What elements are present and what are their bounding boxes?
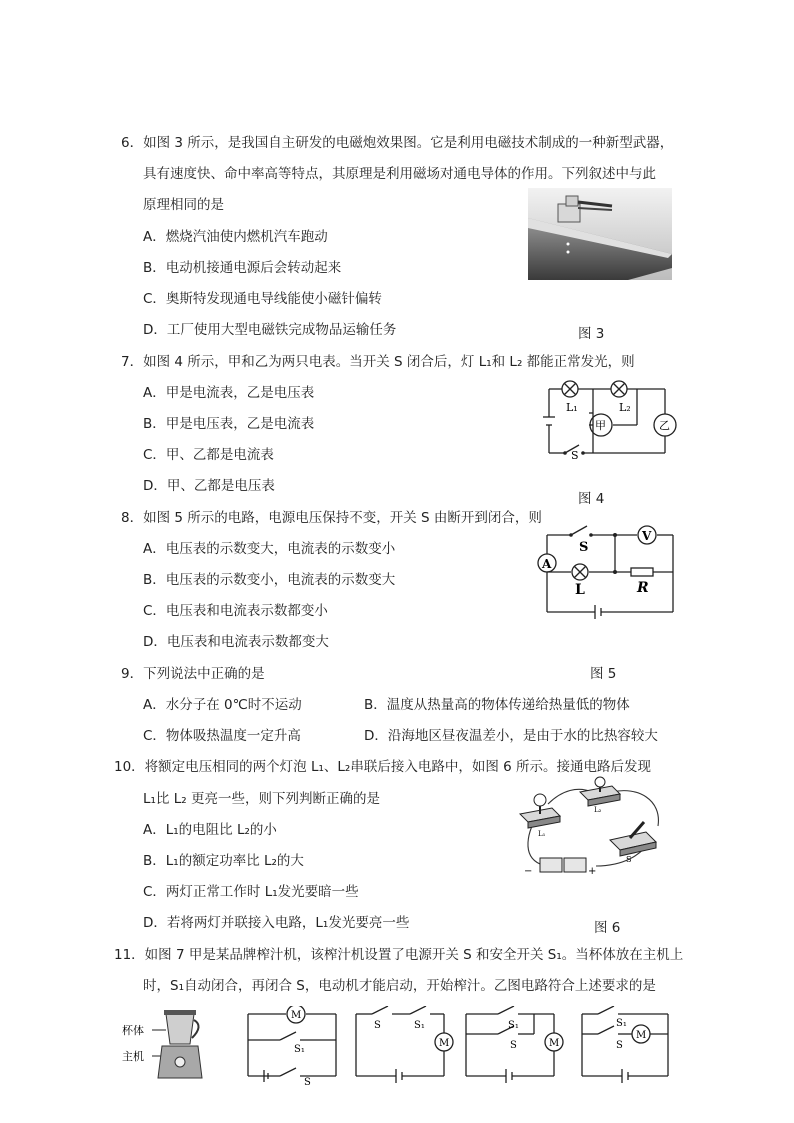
q9-stem-line1: 9．下列说法中正确的是	[121, 666, 265, 682]
circuit-b-motor: M	[439, 1038, 450, 1049]
q6-stem-line2: 具有速度快、命中率高等特点，其原理是利用磁场对通电导体的作用。下列叙述中与此	[143, 166, 656, 182]
figure-4-meter-jia: 甲	[595, 419, 606, 432]
q7-option-d: D．甲、乙都是电压表	[143, 478, 275, 494]
figure-6-caption: 图 6	[594, 920, 621, 936]
figure-5-voltmeter: V	[642, 529, 652, 543]
circuit-c-s: S	[510, 1040, 517, 1051]
q6-option-c: C．奥斯特发现通电导线能使小磁针偏转	[143, 291, 382, 307]
figure-5-ammeter: A	[542, 557, 552, 571]
juicer-label-cup: 杯体	[122, 1024, 144, 1037]
figure-5-caption: 图 5	[590, 666, 617, 682]
figure-3-railgun-image	[528, 188, 672, 280]
q11-stem-line2: 时，S₁自动闭合，再闭合 S，电动机才能启动，开始榨汁。乙图电路符合上述要求的是	[143, 978, 656, 994]
figure-4-label-s: S	[571, 449, 579, 462]
q11-stem-line1: 11．如图 7 甲是某品牌榨汁机，该榨汁机设置了电源开关 S 和安全开关 S₁。当杯体放在主机上	[114, 947, 684, 963]
circuit-c-motor: M	[549, 1038, 560, 1049]
circuit-d-s1: S₁	[616, 1018, 627, 1029]
q9-option-a: A．水分子在 0℃时不运动	[143, 697, 302, 713]
q6-stem-line1: 6．如图 3 所示，是我国自主研发的电磁炮效果图。它是利用电磁技术制成的一种新型武器，	[121, 135, 674, 151]
q10-stem-line1: 10．将额定电压相同的两个灯泡 L₁、L₂串联后接入电路中，如图 6 所示。接通电路后发现	[114, 759, 652, 775]
q10-option-c: C．两灯正常工作时 L₁发光要暗一些	[143, 884, 359, 900]
q10-option-a: A．L₁的电阻比 L₂的小	[143, 822, 277, 838]
circuit-a-s1: S₁	[294, 1044, 305, 1055]
figure-7-circuit-a	[244, 1006, 342, 1086]
circuit-d-motor: M	[636, 1030, 647, 1041]
figure-4-meter-yi: 乙	[659, 419, 670, 432]
figure-5-label-l: L	[575, 582, 585, 598]
q6-option-d: D．工厂使用大型电磁铁完成物品运输任务	[143, 322, 397, 338]
figure-4-label-l2: L₂	[619, 401, 631, 414]
figure-6-label-minus: −	[524, 866, 533, 877]
figure-4-caption: 图 4	[578, 491, 605, 507]
figure-5-circuit	[535, 520, 680, 620]
juicer-label-base: 主机	[122, 1050, 144, 1063]
q6-option-a: A．燃烧汽油使内燃机汽车跑动	[143, 229, 328, 245]
q9-option-d: D．沿海地区昼夜温差小，是由于水的比热容较大	[364, 728, 658, 744]
q8-option-d: D．电压表和电流表示数都变大	[143, 634, 329, 650]
q10-stem-line2: L₁比 L₂ 更亮一些，则下列判断正确的是	[143, 791, 380, 807]
figure-6-circuit-photo	[512, 776, 672, 880]
q8-option-a: A．电压表的示数变大，电流表的示数变小	[143, 541, 396, 557]
figure-7-circuit-d	[578, 1006, 676, 1086]
q10-option-d: D．若将两灯并联接入电路，L₁发光要亮一些	[143, 915, 410, 931]
q6-option-b: B．电动机接通电源后会转动起来	[143, 260, 342, 276]
q8-stem-line1: 8．如图 5 所示的电路，电源电压保持不变，开关 S 由断开到闭合，则	[121, 510, 542, 526]
circuit-b-s1: S₁	[414, 1020, 425, 1031]
figure-6-label-plus: +	[588, 866, 597, 877]
figure-5-label-r: R	[637, 580, 649, 596]
q8-option-c: C．电压表和电流表示数都变小	[143, 603, 328, 619]
circuit-c-s1: S₁	[508, 1020, 519, 1031]
figure-6-label-l1: L₁	[538, 830, 546, 838]
q7-stem-line1: 7．如图 4 所示，甲和乙为两只电表。当开关 S 闭合后，灯 L₁和 L₂ 都能正常发光，则	[121, 354, 635, 370]
circuit-b-s: S	[374, 1020, 381, 1031]
figure-6-label-l2: L₂	[594, 806, 602, 814]
q9-option-c: C．物体吸热温度一定升高	[143, 728, 301, 744]
figure-4-label-l1: L₁	[566, 401, 578, 414]
q8-option-b: B．电压表的示数变小，电流表的示数变大	[143, 572, 396, 588]
q7-option-a: A．甲是电流表，乙是电压表	[143, 385, 315, 401]
q9-option-b: B．温度从热量高的物体传递给热量低的物体	[364, 697, 630, 713]
figure-7-circuit-c	[462, 1006, 566, 1086]
q6-stem-line3: 原理相同的是	[143, 197, 224, 213]
figure-7-juicer-image	[118, 1008, 214, 1080]
figure-3-caption: 图 3	[578, 326, 605, 342]
figure-5-label-s: S	[579, 540, 589, 555]
circuit-a-s: S	[304, 1077, 311, 1086]
figure-6-label-s: S	[626, 855, 632, 864]
figure-4-circuit	[535, 377, 685, 462]
circuit-d-s: S	[616, 1040, 623, 1051]
q7-option-b: B．甲是电压表，乙是电流表	[143, 416, 315, 432]
circuit-a-motor: M	[291, 1010, 302, 1021]
q10-option-b: B．L₁的额定功率比 L₂的大	[143, 853, 304, 869]
q7-option-c: C．甲、乙都是电流表	[143, 447, 274, 463]
figure-7-circuit-b	[352, 1006, 456, 1086]
